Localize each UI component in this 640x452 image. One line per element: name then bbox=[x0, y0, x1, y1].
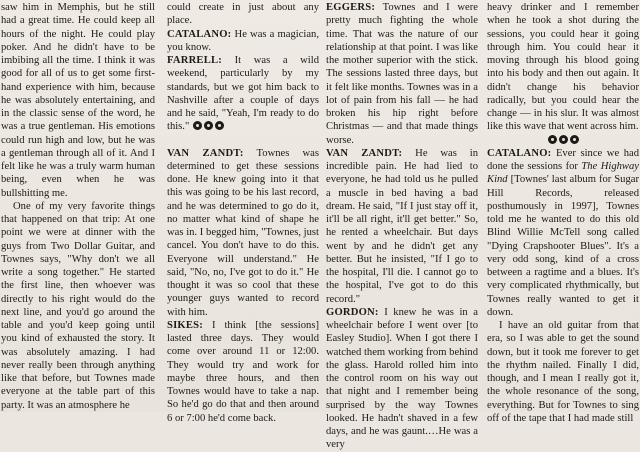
quote-text: I think [the sessions] lasted three days. They would come over around 11 or 12:00. They would try and work for maybe three hours, and then Townes would have to take a nap. So he'd go do that and then around 6 or 7:00 he'd come back. bbox=[167, 319, 319, 424]
quote-text: He was a magician, you know. bbox=[167, 28, 319, 53]
album-title: The Highway Kind bbox=[487, 161, 639, 186]
quote-van-zandt bbox=[326, 147, 478, 306]
column-4 bbox=[487, 1, 639, 425]
speaker-name: CATALANO: bbox=[167, 28, 232, 40]
quote-text: Townes was determined to get these sessions done. He knew going into it that this was going to be his last record, and he was determined to go do it, no matter what kind of shape he was in. I begged him, "Townes, just cancel. You don't have to do this. Everyone will understand." He said, "No, no, I've got to do it." He thought it was so cool that these younger guys wanted to record with him. bbox=[167, 147, 319, 318]
paragraph: I have an old guitar from that era, so I was able to get the sound down, but it took me forever to get the rhythm nailed. Finally I did, though, and I mean I really got it, the whole resonance of the song, everything. But for Townes to sing off of the tape that I had made still bbox=[487, 320, 639, 424]
quote-text: I knew he was in a wheelchair before I went over [to Easley Studio]. When I got there I watched them working from behind the glass. Harold rolled him into the control room on his way out that night and I remember being surprised by the way Townes looked. He hadn't shaved in a few days, and he was gaunt.…He was a very bbox=[326, 306, 478, 451]
speaker-name: VAN ZANDT: bbox=[167, 147, 244, 159]
speaker-name: EGGERS: bbox=[326, 2, 376, 13]
section-ornament bbox=[487, 134, 639, 147]
quote-sikes bbox=[167, 319, 319, 425]
ornament-dot-icon bbox=[548, 135, 557, 144]
section-ornament bbox=[192, 121, 225, 132]
ornament-dot-icon bbox=[215, 121, 224, 130]
quote-catalano bbox=[487, 147, 639, 319]
paragraph: could create in just about any place. bbox=[167, 2, 319, 27]
speaker-name: SIKES: bbox=[167, 319, 203, 331]
quote-text: Townes and I were pretty much fighting the whole time. That was the nature of our relationship at that point. I was like the mother superior with the stick. The sessions lasted three days, but it felt like months. Townes was in a lot of pain from his fall — he had broken his hip right before Christmas — and that made things worse. bbox=[326, 2, 478, 146]
quote-text: [Townes' last album for Sugar Hill Records, released posthumously in 1997], Townes told me he wanted to do this old Blind Willie McTell song called "Dying Crapshooter Blues". It's a very odd song, kind of a cross between a ragtime and a blues. It's very complicated rhythmically, but Townes really wanted to get it down. bbox=[487, 174, 639, 318]
quote-farrell bbox=[167, 54, 319, 134]
quote-eggers bbox=[326, 1, 478, 147]
speaker-name: CATALANO: bbox=[487, 147, 552, 159]
paragraph: One of my very favorite things that happened on that trip: At one point we were at dinner with the guys from Two Dollar Guitar, and Townes says, "Why don't we all write a song together." He started the first line, then whoever was directly to his right would do the next line, and you'd go around the table and you'd keep going until you kind of exhausted the story. It was absolutely amazing. I had never really been through anything like that before, but Townes made everyone at the table part of this party. It was an atmosphere he bbox=[1, 200, 155, 411]
speaker-name: GORDON: bbox=[326, 306, 379, 318]
speaker-name: VAN ZANDT: bbox=[326, 147, 403, 159]
column-3 bbox=[326, 1, 478, 452]
speaker-name: FARRELL: bbox=[167, 55, 222, 66]
column-1 bbox=[1, 1, 155, 412]
ornament-dot-icon bbox=[570, 135, 579, 144]
quote-text: It was a wild weekend, particularly by my standards, but we got him back to Nashville after a couple of days and he said, "Yeah, I'm ready to do this." bbox=[167, 55, 319, 133]
quote-text: Ever since we had done the sessions for bbox=[487, 147, 639, 172]
ornament-dot-icon bbox=[559, 135, 568, 144]
paragraph: saw him in Memphis, but he still had a great time. He could keep all hours of the night. He could play poker. And he didn't have to be imbibing all the time. I think it was good for all of us to get some first-hand experience with him, because he was absolutely entertaining, and in the classic sense of the word, he was a true gentleman. His emotions could run high and low, but he was a gentleman through all of it. And I felt like he was a truly warm human being, even when he was bullshitting me. bbox=[1, 2, 155, 199]
quote-gordon bbox=[326, 306, 478, 452]
ornament-dot-icon bbox=[204, 121, 213, 130]
quote-van-zandt bbox=[167, 147, 319, 319]
paragraph: heavy drinker and I remember when he took a shot during the sessions, you could hear it going through him. You could hear it moving through his blood going into his body and then out again. It didn't change his behavior radically, but you could hear the change — in his slur. It was almost like this wave that went across him. bbox=[487, 2, 639, 133]
quote-text: He was in incredible pain. He had lied to everyone, he had told us he pulled a muscle in bed having a bad dream. He said, "If I just stay off it, it'll be all right, it'll get better." So, he rented a wheelchair. But days went by and he didn't get any better. But he insisted, "If I go to the hospital, I'll die. I cannot go to the hospital, I've got to do this record." bbox=[326, 147, 478, 305]
ornament-dot-icon bbox=[193, 121, 202, 130]
column-2 bbox=[167, 1, 319, 425]
quote-catalano bbox=[167, 28, 319, 55]
